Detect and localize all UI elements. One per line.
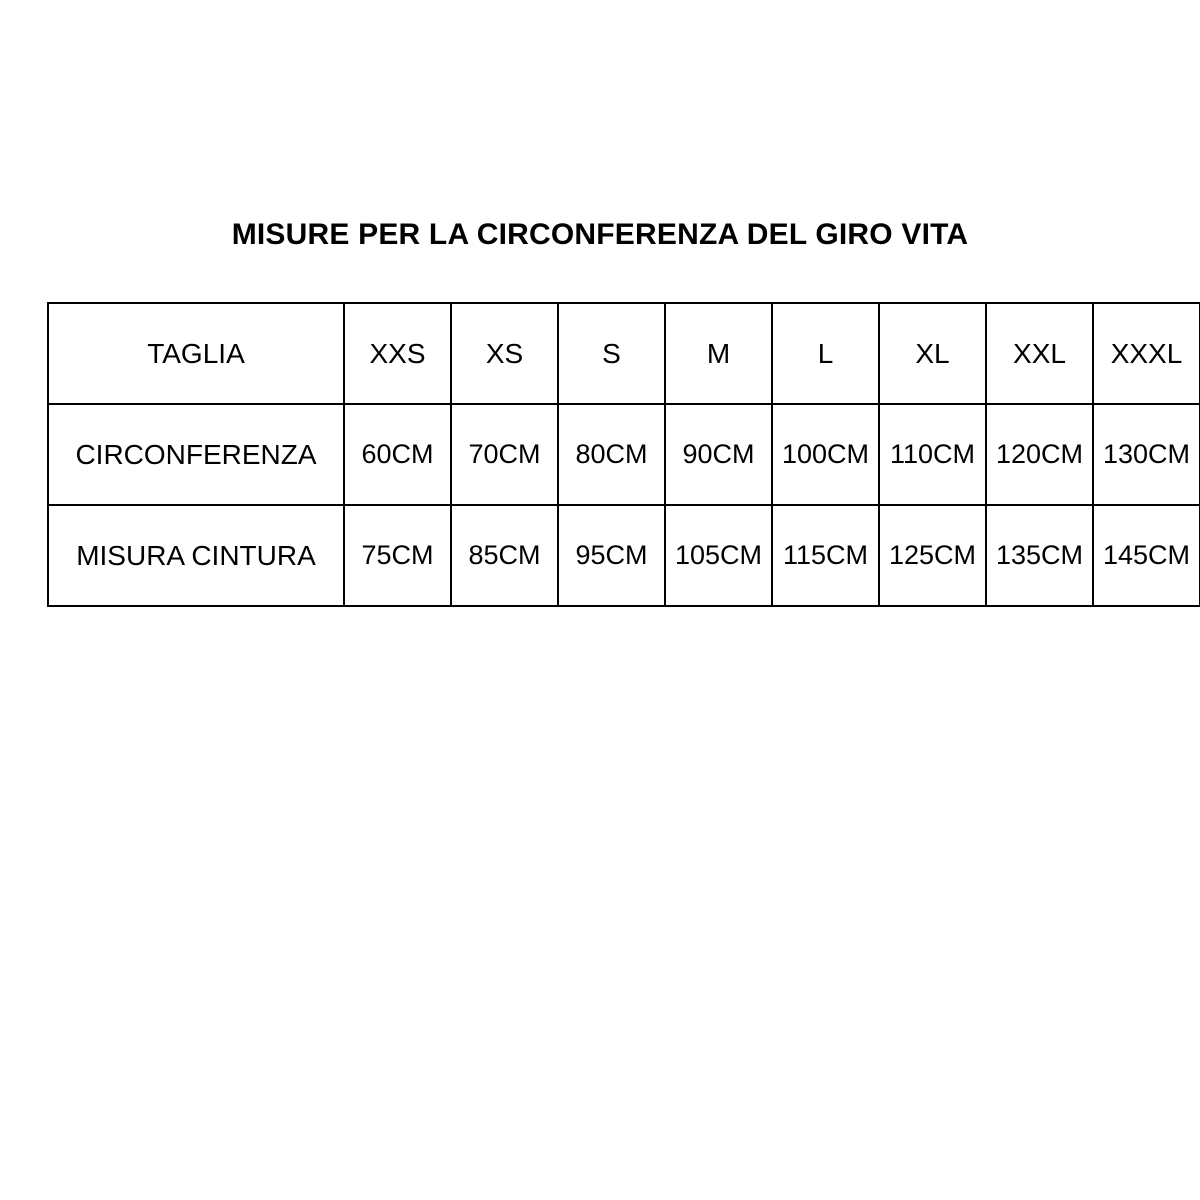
- size-table-container: [47, 302, 1191, 607]
- table-row: [48, 505, 1200, 606]
- table-cell: 95CM: [558, 505, 665, 606]
- table-cell: 70CM: [451, 404, 558, 505]
- table-cell: L: [772, 303, 879, 404]
- table-cell: 135CM: [986, 505, 1093, 606]
- page-title: MISURE PER LA CIRCONFERENZA DEL GIRO VITA: [231, 218, 969, 251]
- table-cell: 85CM: [451, 505, 558, 606]
- table-cell: XXXL: [1093, 303, 1200, 404]
- table-cell: 115CM: [772, 505, 879, 606]
- table-cell: 120CM: [986, 404, 1093, 505]
- table-cell: XL: [879, 303, 986, 404]
- table-cell: XXL: [986, 303, 1093, 404]
- table-row: [48, 303, 1200, 404]
- table-cell: 110CM: [879, 404, 986, 505]
- table-cell: 125CM: [879, 505, 986, 606]
- table-cell: S: [558, 303, 665, 404]
- table-cell: XXS: [344, 303, 451, 404]
- table-cell: 130CM: [1093, 404, 1200, 505]
- table-row: [48, 404, 1200, 505]
- table-cell: 105CM: [665, 505, 772, 606]
- size-table: [47, 302, 1200, 607]
- table-cell: M: [665, 303, 772, 404]
- table-cell: 145CM: [1093, 505, 1200, 606]
- row-label: MISURA CINTURA: [48, 505, 344, 606]
- table-cell: 100CM: [772, 404, 879, 505]
- table-cell: 80CM: [558, 404, 665, 505]
- row-label: CIRCONFERENZA: [48, 404, 344, 505]
- row-label: TAGLIA: [48, 303, 344, 404]
- table-cell: XS: [451, 303, 558, 404]
- table-cell: 75CM: [344, 505, 451, 606]
- table-cell: 60CM: [344, 404, 451, 505]
- table-cell: 90CM: [665, 404, 772, 505]
